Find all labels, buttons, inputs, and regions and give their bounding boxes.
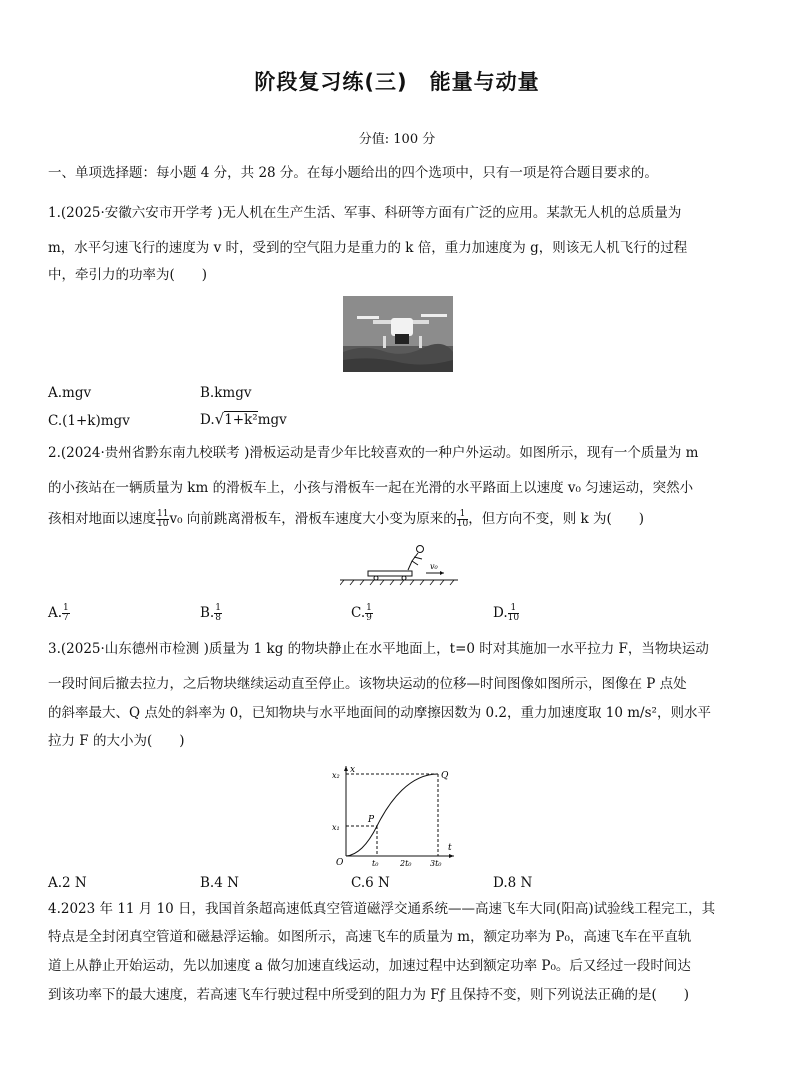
q2-line-3: 孩相对地面以速度 $\frac{11}{10}$ v₀ 向前跳离滑板车，滑板车速度大小变为原来的 $\frac{1}{10}$ ，但方向不变，则 k 为( ) xyxy=(48,509,645,529)
origin-label: O xyxy=(336,858,344,868)
q1-line-3: 中，牵引力的功率为( ) xyxy=(48,267,208,283)
q1-option-d-prefix: D. xyxy=(200,412,215,428)
q3-option-d: D.8 N xyxy=(493,875,533,891)
q2-option-a: A. $\frac{1}{7}$ xyxy=(48,603,69,623)
q2-option-d: D. $\frac{1}{10}$ xyxy=(493,603,520,623)
q1-option-d-root: 1+k² xyxy=(224,412,258,428)
drone-photo xyxy=(343,296,453,372)
q1-option-d-suffix: mgv xyxy=(257,412,287,428)
q3-option-b: B.4 N xyxy=(200,875,239,891)
q2-line-2: 的小孩站在一辆质量为 km 的滑板车上，小孩与滑板车一起在光滑的水平路面上以速度 v₀ 匀速运动，突然小 xyxy=(48,480,694,496)
q3-option-c: C.6 N xyxy=(351,875,390,891)
q3-line-2: 一段时间后撤去拉力，之后物块继续运动直至停止。该物块运动的位移—时间图像如图所示，图像在 P 点处 xyxy=(48,676,687,692)
q1-option-a: A.mgv xyxy=(48,385,92,401)
skateboard-figure xyxy=(340,543,460,587)
section-heading: 一、单项选择题：每小题 4 分，共 28 分。在每小题给出的四个选项中，只有一项是符合题目要求的。 xyxy=(48,165,658,181)
q1-option-c: C.(1+k)mgv xyxy=(48,413,130,429)
page-title: 阶段复习练(三) 能量与动量 xyxy=(254,70,540,94)
fraction-11-10: $\frac{11}{10}$ xyxy=(157,509,169,529)
displacement-time-graph xyxy=(330,760,460,870)
x2-label: x₂ xyxy=(332,771,340,780)
q1-line-2: m，水平匀速飞行的速度为 v 时，受到的空气阻力是重力的 k 倍，重力加速度为 g，则该无人机飞行的过程 xyxy=(48,240,688,256)
x1-label: x₁ xyxy=(332,823,340,832)
q3-line-4: 拉力 F 的大小为( ) xyxy=(48,733,185,749)
fraction-1-10: $\frac{1}{10}$ xyxy=(456,509,469,529)
q1-option-b: B.kmgv xyxy=(200,385,252,401)
point-q-label: Q xyxy=(441,771,449,781)
t0-tick: t₀ xyxy=(372,859,379,868)
drone-image xyxy=(343,296,453,372)
q2-line-1: 2.(2024·贵州省黔东南九校联考 )滑板运动是青少年比较喜欢的一种户外运动。如图所示，现有一个质量为 m xyxy=(48,445,699,461)
q1-option-d: D.√1+k²mgv xyxy=(200,410,287,428)
q4-line-1: 4.2023 年 11 月 10 日，我国首条超高速低真空管道磁浮交通系统——高速飞车大同(阳高)试验线工程完工，其 xyxy=(48,901,716,917)
t3-tick: 3t₀ xyxy=(430,859,442,868)
q2-option-b: B. $\frac{1}{8}$ xyxy=(200,603,221,623)
q4-line-3: 道上从静止开始运动，先以加速度 a 做匀加速直线运动，加速过程中达到额定功率 P₀。后又经过一段时间达 xyxy=(48,958,691,974)
velocity-label: v₀ xyxy=(430,562,438,571)
q4-line-4: 到该功率下的最大速度，若高速飞车行驶过程中所受到的阻力为 Fƒ 且保持不变，则下列说法正确的是( ) xyxy=(48,987,689,1003)
t2-tick: 2t₀ xyxy=(400,859,412,868)
q3-line-3: 的斜率最大、Q 点处的斜率为 0，已知物块与水平地面间的动摩擦因数为 0.2，重力加速度取 10 m/s²，则水平 xyxy=(48,705,711,721)
q4-line-2: 特点是全封闭真空管道和磁悬浮运输。如图所示，高速飞车的质量为 m，额定功率为 P₀，高速飞车在平直轨 xyxy=(48,929,692,945)
q2-option-c: C. $\frac{1}{9}$ xyxy=(351,603,372,623)
score-line: 分值: 100 分 xyxy=(358,132,436,147)
y-axis-label: x xyxy=(350,765,356,775)
q1-line-1: 1.(2025·安徽六安市开学考 )无人机在生产生活、军事、科研等方面有广泛的应用。某款无人机的总质量为 xyxy=(48,205,682,221)
x-axis-label: t xyxy=(448,843,452,853)
q3-option-a: A.2 N xyxy=(48,875,87,891)
q3-line-1: 3.(2025·山东德州市检测 )质量为 1 kg 的物块静止在水平地面上，t=0 时对其施加一水平拉力 F，当物块运动 xyxy=(48,641,709,657)
point-p-label: P xyxy=(368,815,375,825)
